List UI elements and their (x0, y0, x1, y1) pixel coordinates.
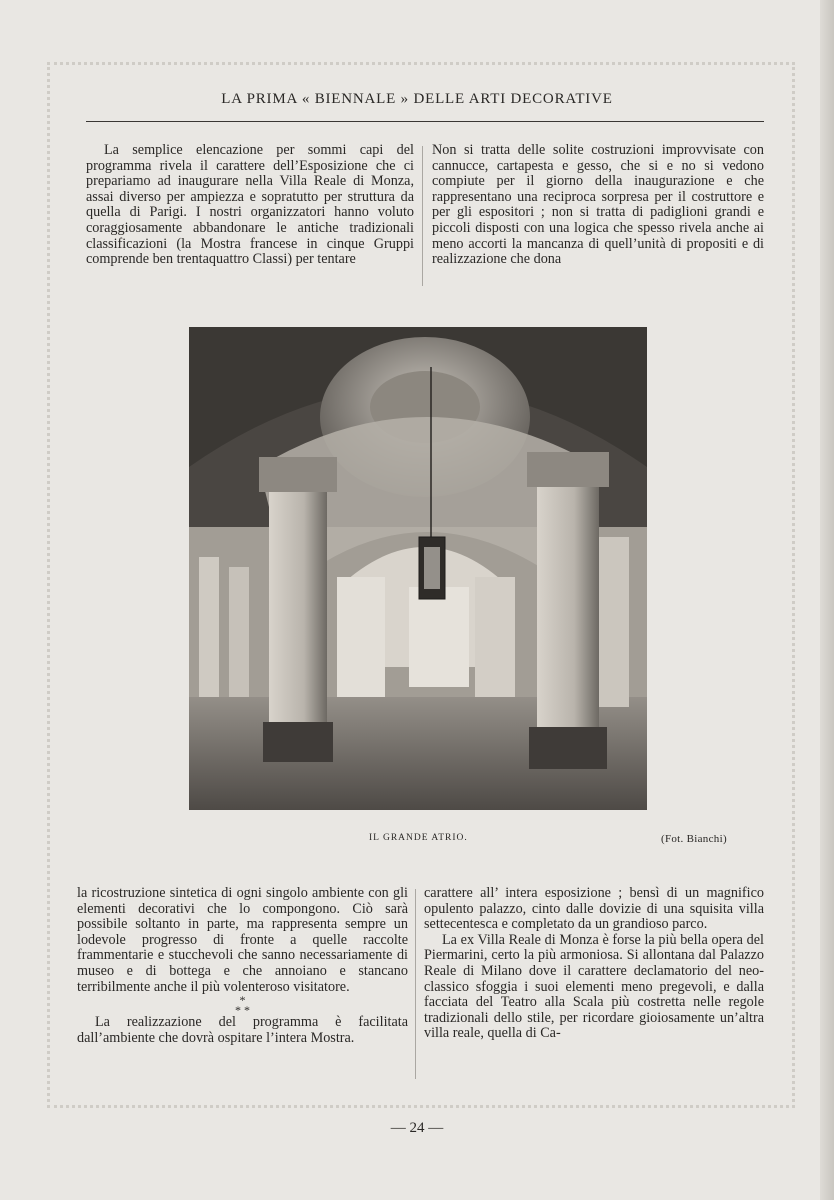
header-rule (86, 121, 764, 122)
text-column-bottom-left (77, 886, 408, 1046)
atrium-photograph (189, 327, 647, 810)
text-column-bottom-right (424, 886, 764, 1042)
text-column-top-right (432, 143, 764, 268)
page-edge (820, 0, 834, 1200)
paragraph: La semplice elencazione per sommi capi del programma rivela il carattere dell’Esposizione che ci prepariamo ad inaugurare nella Villa Reale di Monza, assai diverso per ampiezza e sopratutto per struttura da quella di Parigi. I nostri organizzatori hanno voluto coraggiosamente abbandonare le antiche tradizionali classificazioni (la Mostra francese in cinque Gruppi comprende ben trentaquattro Classi) per tentare (86, 142, 414, 268)
figure-caption: IL GRANDE ATRIO. (369, 833, 468, 843)
paragraph: carattere all’ intera esposizione ; bensì di un magnifico opulento palazzo, cinto dalle dovizie di una squisita villa settecentesca e completato da un grandioso parco. (424, 885, 764, 933)
paragraph: la ricostruzione sintetica di ogni singolo ambiente con gli elementi decorativi che lo compongono. Ciò sarà possibile soltanto in parte, ma rappresenta sempre un lodevole progresso di fronte a quelle raccolte frammentarie e stucchevoli che sanno necessariamente di museo e di bottega e che annoiano e stancano terribilmente anche il più volenteroso visitatore. (77, 885, 408, 995)
section-break-asterisks: * * * (235, 993, 250, 1018)
text-column-top-left (86, 143, 414, 268)
paragraph: Non si tratta delle solite costruzioni improvvisate con cannucce, cartapesta e gesso, che si e no si vedono compiute per il giorno della inaugurazione e che rappresentano una reciproca sorpresa per il costruttore e per gli espositori ; non si tratta di padiglioni grandi e piccoli disposti con una logica che spesso rivela anche ai meno accorti la mancanza di quell’unità di propositi e di realizzazione che dona (432, 142, 764, 268)
page-number: — 24 — (390, 1120, 444, 1136)
column-divider-top (422, 146, 423, 286)
photo-credit: (Fot. Bianchi) (661, 833, 727, 845)
running-header: LA PRIMA « BIENNALE » DELLE ARTI DECORATIVE (221, 91, 613, 107)
paragraph: La realizzazione del programma è facilitata dall’ambiente che dovrà ospitare l’intera Mostra. (77, 1014, 408, 1046)
paragraph: La ex Villa Reale di Monza è forse la più bella opera del Piermarini, certo la più armoniosa. Si allontana dal Palazzo Reale di Milano dove il carattere declamatorio del neo-classico sfoggia i suoi elementi meno pregevoli, e dalla facciata del Teatro alla Scala più costretta nelle regole tradizionali dello stile, per ricordare gioiosamente un’altra villa reale, quella di Ca- (424, 931, 764, 1042)
column-divider-bottom (415, 889, 416, 1079)
